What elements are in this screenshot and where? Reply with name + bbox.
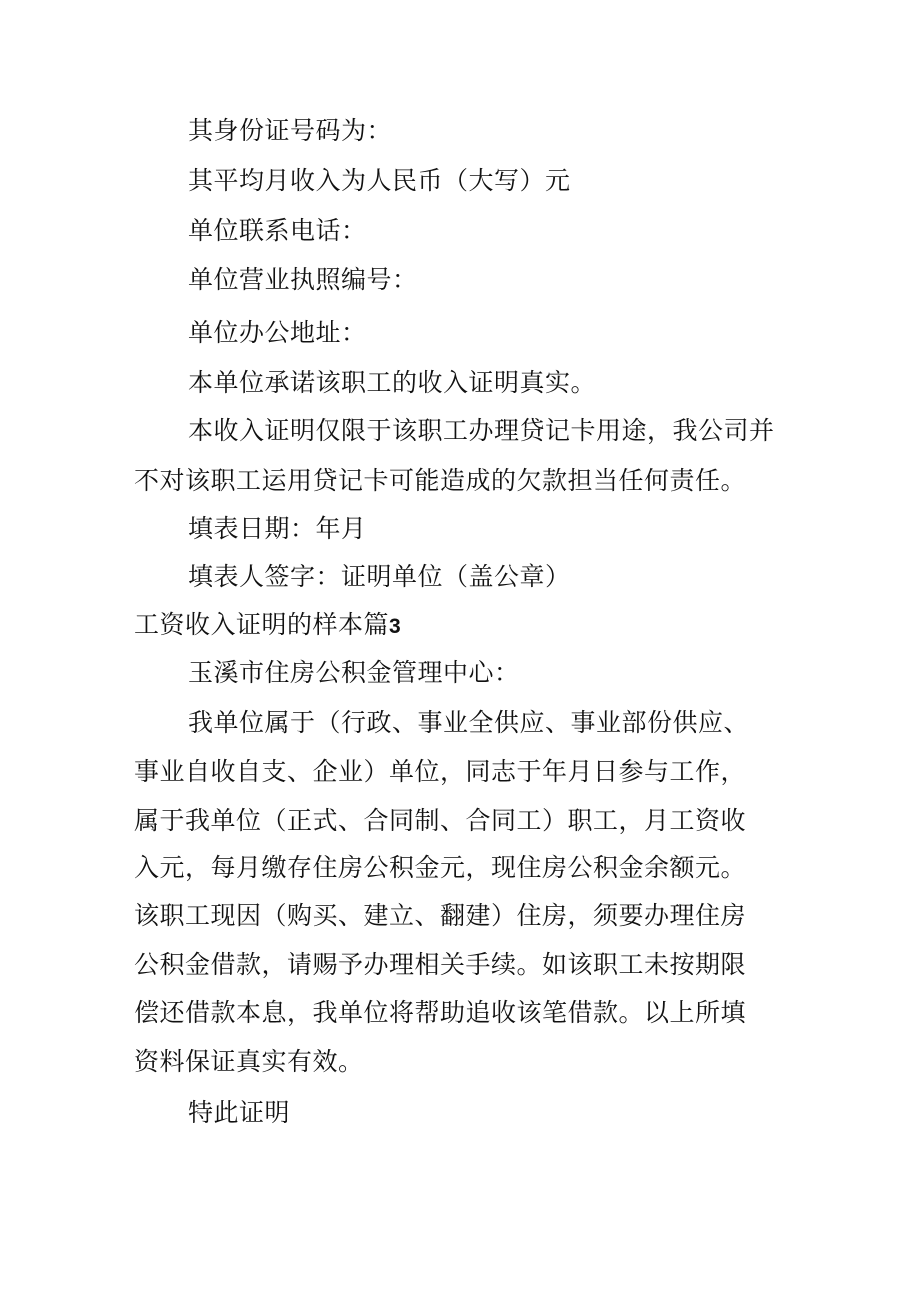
body-line: 该职工现因（购买、建立、翻建）住房，须要办理住房: [134, 901, 747, 930]
body-line: 偿还借款本息，我单位将帮助追收该笔借款。以上所填: [134, 998, 747, 1027]
body-line: 资料保证真实有效。: [134, 1047, 364, 1076]
fill-date-line: 填表日期：年月: [188, 514, 367, 543]
monthly-income-line: 其平均月收入为人民币（大写）元: [188, 166, 571, 195]
unit-phone-line: 单位联系电话：: [188, 216, 367, 245]
usage-limit-line-2: 不对该职工运用贷记卡可能造成的欠款担当任何责任。: [134, 466, 747, 495]
body-line: 属于我单位（正式、合同制、合同工）职工，月工资收: [134, 806, 747, 835]
commitment-line: 本单位承诺该职工的收入证明真实。: [188, 368, 597, 397]
business-license-line: 单位营业执照编号：: [188, 265, 418, 294]
closing-line: 特此证明: [188, 1098, 291, 1127]
addressee-line: 玉溪市住房公积金管理中心：: [188, 658, 520, 687]
section-number: 3: [389, 615, 402, 638]
section-heading: [134, 610, 401, 642]
body-line: 事业自收自支、企业）单位，同志于年月日参与工作，: [134, 757, 747, 786]
signature-line: 填表人签字：证明单位（盖公章）: [188, 562, 571, 591]
id-number-line: 其身份证号码为：: [188, 116, 393, 145]
body-line: 入元，每月缴存住房公积金元，现住房公积金余额元。: [134, 853, 747, 882]
section-title: 工资收入证明的样本篇: [134, 610, 390, 639]
body-line: 公积金借款，请赐予办理相关手续。如该职工未按期限: [134, 950, 747, 979]
office-address-line: 单位办公地址：: [188, 318, 367, 347]
usage-limit-line-1: 本收入证明仅限于该职工办理贷记卡用途，我公司并: [188, 416, 775, 445]
body-line: 我单位属于（行政、事业全供应、事业部份供应、: [188, 708, 750, 737]
